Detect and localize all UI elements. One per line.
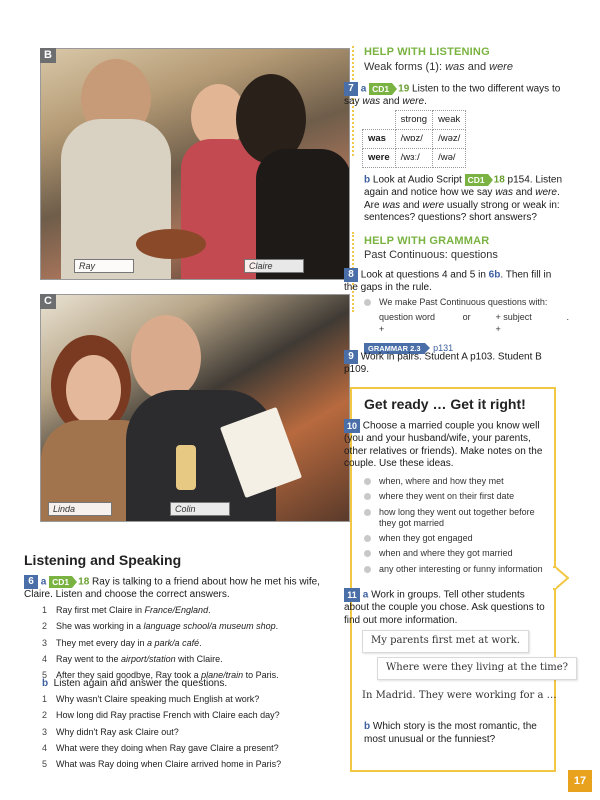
instruction-text: Which story is the most romantic, the most unusual or the funniest?: [364, 721, 537, 745]
item-number: 4: [42, 653, 48, 664]
rule-gap: [542, 312, 560, 335]
list-item: [42, 694, 332, 705]
photo-letter-c: C: [40, 294, 56, 309]
rule-text: We make Past Continuous questions with:: [379, 297, 548, 307]
grammar-badge: GRAMMAR 2.3: [364, 343, 425, 354]
list-item: [42, 727, 332, 738]
exercise-7b: [364, 174, 569, 225]
item-text: Why wasn't Claire speaking much English at work?: [56, 694, 260, 704]
photo-b: [40, 48, 350, 280]
photo-shape: [136, 229, 206, 259]
table-header-row: [363, 111, 466, 130]
part-a-label: a: [362, 589, 369, 601]
exercise-number: 9: [344, 350, 358, 364]
instruction-text: Choose a married couple you know well (you and your husband/wife, your parents, other relatives or friends). Make notes on the couple. Use these ideas.: [344, 420, 543, 470]
item-number: 3: [42, 637, 48, 648]
speech-line: In Madrid. They were working for a …: [362, 690, 557, 701]
list-item: [42, 710, 332, 721]
idea-text: when, where and how they met: [379, 476, 504, 486]
exercise-number: 11: [344, 588, 360, 602]
get-ready-title: Get ready … Get it right!: [364, 396, 526, 412]
list-item: [42, 743, 332, 754]
exercise-instruction: Listen again and answer the questions.: [53, 678, 228, 689]
table-cell: /wəz/: [433, 129, 466, 148]
photo-name-label: Colin: [170, 502, 230, 516]
table-cell: /wə/: [433, 148, 466, 167]
idea-text: when they got engaged: [379, 533, 473, 543]
bullet-dot: [364, 478, 371, 485]
instruction-text: Look at Audio Script: [372, 174, 462, 186]
rule-part: + subject +: [495, 312, 532, 334]
table-row: [363, 129, 466, 148]
photo-shape: [131, 315, 201, 400]
part-b-label: b: [364, 721, 371, 732]
rule-part: .: [566, 312, 569, 323]
list-item: [42, 638, 332, 649]
item-text: After they said goodbye, Ray took a: [56, 670, 202, 680]
bullet-dot: [364, 566, 371, 573]
instruction-text: Work in groups. Tell other students about the couple you chose. Ask questions to find out more information.: [344, 589, 545, 626]
item-text: Ray went to the: [56, 653, 122, 664]
list-item: [42, 605, 332, 616]
list-item: [42, 759, 332, 770]
grammar-page-ref: p131: [433, 342, 454, 353]
rule-part: question word +: [379, 312, 436, 334]
rule-formula: [364, 312, 569, 335]
exercise-8: [344, 268, 566, 295]
item-choice: France/England: [144, 605, 209, 615]
exercise-6: [24, 575, 334, 602]
item-text: They met every day in: [56, 637, 148, 648]
list-item: [364, 533, 554, 544]
photo-shape: [66, 355, 121, 425]
bullet-dot: [364, 550, 371, 557]
help-listening-subtitle: [364, 61, 513, 75]
item-choice: a park/a café: [147, 637, 200, 648]
exercise-6b: [42, 678, 227, 691]
item-text: What was Ray doing when Claire arrived home in Paris?: [56, 759, 282, 769]
instruction-text: .: [424, 96, 427, 108]
exercise-9: [344, 350, 549, 377]
item-text: What were they doing when Ray gave Claire a present?: [56, 742, 279, 753]
item-text-end: .: [275, 621, 279, 632]
idea-text: when and where they got married: [379, 548, 513, 559]
list-item: [42, 654, 332, 665]
part-b-label: b: [364, 174, 371, 186]
idea-text: how long they went out together before they got married: [379, 506, 535, 528]
item-text-end: to Paris.: [243, 670, 279, 680]
rule-part: or: [462, 312, 471, 323]
section-title-listening: Listening and Speaking: [24, 552, 182, 568]
table-header: strong: [395, 111, 432, 130]
exercise-number: 10: [344, 419, 360, 433]
exercise-6a-list: [42, 605, 332, 686]
rule-bullet: [364, 297, 569, 308]
item-text: Ray first met Claire in: [56, 605, 145, 615]
exercise-10: [344, 419, 550, 471]
photo-name-label: Linda: [48, 502, 112, 516]
table-cell-word: was: [363, 129, 396, 148]
idea-text: any other interesting or funny information: [379, 563, 543, 574]
instruction-text: and: [400, 199, 423, 211]
bullet-dot: [364, 299, 371, 306]
exercise-7a: [344, 82, 566, 109]
instruction-text: Listen to the two different ways to say: [344, 83, 561, 108]
table-cell: /wɒz/: [395, 129, 432, 148]
part-a-label: a: [40, 576, 47, 588]
instruction-text: .: [556, 187, 560, 199]
instruction-italic: was: [382, 199, 401, 211]
speech-bubble: Where were they living at the time?: [377, 657, 577, 680]
bullet-dot: [364, 509, 371, 516]
item-number: 5: [42, 670, 48, 680]
list-item: [364, 491, 554, 502]
photo-letter-b: B: [40, 48, 56, 63]
item-text-end: with Claire.: [175, 653, 223, 664]
instruction-text: Look at questions 4 and 5 in: [360, 269, 489, 281]
ideas-list: [364, 476, 554, 579]
item-number: 5: [42, 759, 48, 769]
exercise-number: 8: [344, 268, 358, 282]
idea-text: where they went on their first date: [379, 491, 515, 502]
subtitle-italic: were: [489, 61, 513, 73]
item-choice: language school/a museum shop: [143, 621, 276, 632]
exercise-reference: 6b: [488, 269, 501, 281]
table-row: [363, 148, 466, 167]
part-a-label: a: [360, 83, 367, 95]
instruction-italic: was: [362, 96, 381, 108]
item-text: Why didn't Ray ask Claire out?: [56, 726, 179, 737]
bullet-dot: [364, 535, 371, 542]
cd-track-number: 19: [398, 83, 410, 95]
instruction-text: and: [380, 96, 403, 108]
cd-badge: CD1: [49, 576, 72, 588]
item-number: 1: [42, 605, 48, 615]
help-grammar-subtitle: Past Continuous: questions: [364, 249, 498, 261]
table-header: weak: [433, 111, 466, 130]
cd-track-number: 18: [78, 576, 90, 588]
item-text-end: .: [208, 605, 211, 615]
exercise-11b: [364, 721, 549, 746]
help-listening-heading: HELP WITH LISTENING: [364, 46, 490, 58]
list-item: [364, 548, 554, 559]
subtitle-text: Weak forms (1):: [364, 61, 446, 73]
item-choice: airport/station: [121, 653, 176, 664]
item-text-end: .: [199, 637, 202, 648]
cd-track-number: 18: [493, 174, 505, 186]
instruction-text: p154. Listen again and notice how we say: [364, 174, 563, 199]
weak-forms-table-wrap: [362, 110, 466, 168]
instruction-text: Are: [364, 199, 383, 211]
item-number: 2: [42, 621, 48, 632]
instruction-italic: were: [402, 96, 425, 108]
instruction-text: Work in pairs. Student A p103. Student B p109.: [344, 351, 542, 376]
weak-forms-table: [362, 110, 466, 168]
instruction-italic: was: [495, 187, 513, 199]
bullet-dot: [364, 493, 371, 500]
item-number: 2: [42, 710, 48, 721]
part-b-label: b: [42, 678, 49, 689]
instruction-text: . Then fill in the gaps in the rule.: [344, 269, 552, 294]
table-cell-word: were: [363, 148, 396, 167]
exercise-number: 6: [24, 575, 38, 589]
exercise-11a: [344, 588, 550, 627]
list-item: [364, 476, 554, 487]
item-text: How long did Ray practise French with Claire each day?: [56, 710, 280, 721]
photo-shape: [176, 445, 196, 490]
rule-gap: [477, 312, 490, 335]
grammar-rule: [364, 297, 569, 355]
list-item: [42, 621, 332, 632]
instruction-text: usually strong or weak in: sentences? questions? short answers?: [364, 199, 560, 224]
cd-badge: CD1: [369, 83, 392, 95]
item-choice: plane/train: [201, 670, 244, 680]
item-text: She was working in a: [56, 621, 144, 632]
photo-name-label: Claire: [244, 259, 304, 273]
table-cell: /wɜː/: [395, 148, 432, 167]
table-corner: [363, 111, 396, 130]
subtitle-text: and: [464, 61, 490, 73]
instruction-italic: were: [535, 187, 557, 199]
photo-name-label: Ray: [74, 259, 134, 273]
box-arrow: [553, 566, 569, 590]
cd-badge: CD1: [465, 174, 488, 186]
instruction-italic: were: [422, 199, 445, 211]
speech-bubble: My parents first met at work.: [362, 630, 529, 653]
instruction-text: and: [513, 187, 536, 199]
list-item: [364, 507, 554, 530]
exercise-instruction: Ray is talking to a friend about how he met his wife, Claire. Listen and choose the correct answers.: [24, 576, 320, 601]
item-number: 3: [42, 726, 48, 737]
item-number: 1: [42, 694, 48, 704]
item-number: 4: [42, 742, 48, 753]
exercise-number: 7: [344, 82, 358, 96]
photo-c: [40, 294, 350, 522]
subtitle-italic: was: [445, 61, 465, 73]
help-grammar-heading: HELP WITH GRAMMAR: [364, 235, 490, 247]
page-number: 17: [568, 770, 592, 792]
rule-gap: [444, 312, 457, 335]
exercise-6b-list: [42, 694, 332, 775]
list-item: [364, 564, 554, 575]
